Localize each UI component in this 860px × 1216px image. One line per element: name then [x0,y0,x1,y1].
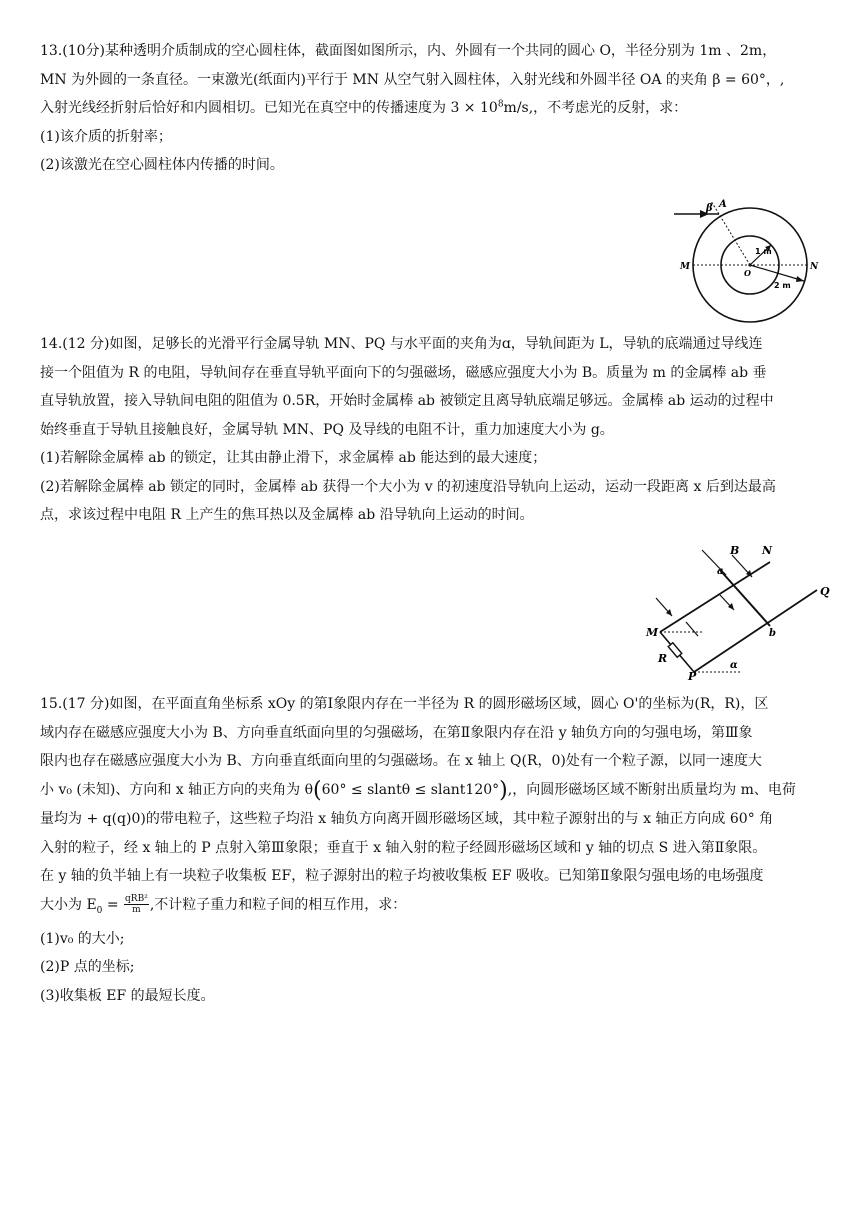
q14-line2: 接一个阻值为 R 的电阻，导轨间存在垂直导轨平面向下的匀强磁场，磁感应强度大小为 B。质量为 m 的金属棒 ab 垂 [40,364,767,381]
q13-stem-line2: MN 为外圆的一条直径。一束激光(纸面内)平行于 MN 从空气射入圆柱体，入射光线和外圆半径 OA 的夹角 β = 60°，, [40,71,785,88]
q14-label-b-end: b [769,628,776,639]
q13-stem-line3-b: m/s,，不考虑光的反射，求： [503,100,688,116]
q13-center-dot [748,263,751,266]
q15-line8-b: ,不计粒子重力和粒子间的相互作用，求： [149,896,407,913]
q14-rail-mn [660,562,770,632]
q15-fraction-numerator: qRB² [125,894,148,904]
q13-label-m: M [680,262,690,272]
q15-line4-c: ,，向圆形磁场区域不断射出质量均为 m、电荷 [507,781,796,798]
q14-label-q: Q [820,585,830,598]
q14-label-p: P [688,670,697,680]
q14-label-r: R [658,652,668,665]
q15-paren-close: ) [499,777,508,803]
q15-line5: 量均为 + q(q)0)的带电粒子，这些粒子均沿 x 轴负方向离开圆形磁场区域，其中粒子源射出的与 x 轴正方向成 60° 角 [40,811,774,827]
q15-paren-open: ( [313,777,322,803]
q13-label-1m: 1 m [755,247,772,256]
q13-label-a: A [719,199,727,210]
q14-field-line5 [686,622,698,636]
q13-label-beta: β [706,203,713,214]
q14-label-alpha: α [730,660,738,671]
q14-resistor [668,643,682,658]
q15-equals: = [102,896,124,913]
q13-stem-line3 [40,94,822,123]
q13-radius-2m-arrow [796,276,804,282]
q15-angle-range: 60° ≤ slantθ ≤ slant120° [321,781,500,798]
q15-sub2: (2)P 点的坐标; [40,959,135,976]
q14-sub2-line2: 点，求该过程中电阻 R 上产生的焦耳热以及金属棒 ab 沿导轨向上运动的时间。 [40,507,534,523]
q15-line2: 域内存在磁感应强度大小为 B、方向垂直纸面向里的匀强磁场，在第Ⅱ象限内存在沿 y 轴负方向的匀强电场，第Ⅲ象 [40,724,753,741]
q14-label-m: M [646,626,659,639]
q13-exponent: 8 [497,99,504,110]
q13-sub1: (1)该介质的折射率； [40,128,172,145]
q14-line1: 14.(12 分)如图，足够长的光滑平行金属导轨 MN、PQ 与水平面的夹角为ɑ，导轨间距为 L，导轨的底端通过导线连 [40,336,763,352]
question-15 [40,690,822,1010]
question-14 [40,330,822,530]
q13-figure [670,195,830,325]
q14-label-b-field: B [730,544,740,557]
q14-label-n: N [762,544,773,557]
q13-label-o: O [744,268,751,278]
q13-radius-2m [750,265,804,281]
q14-line4: 始终垂直于导轨且接触良好，金属导轨 MN、PQ 及导线的电阻不计，重力加速度大小为 g。 [40,421,614,438]
q15-line8 [40,891,822,925]
q15-line8-a: 大小为 E [40,896,97,913]
q13-stem-line3-a: 入射光线经折射后恰好和内圆相切。已知光在真空中的传播速度为 3 × 10 [40,100,498,116]
q14-sub1: (1)若解除金属棒 ab 的锁定，让其由静止滑下，求金属棒 ab 能达到的最大速度； [40,450,547,466]
q14-line3: 直导轨放置，接入导轨间电阻的阻值为 0.5R，开始时金属棒 ab 被锁定且离导轨底端足够远。金属棒 ab 运动的过程中 [40,393,774,409]
q15-line6: 入射的粒子，经 x 轴上的 P 点射入第Ⅲ象限；垂直于 x 轴入射的粒子经圆形磁场区域和 y 轴的切点 S 进入第Ⅱ象限。 [40,839,767,856]
q15-sub1: (1)v₀ 的大小; [40,930,125,947]
q15-sub3: (3)收集板 EF 的最短长度。 [40,987,215,1004]
q15-e-subscript: 0 [96,905,103,916]
q15-line1: 15.(17 分)如图，在平面直角坐标系 xOy 的第Ⅰ象限内存在一半径为 R 的圆形磁场区域，圆心 O'的坐标为(R，R)，区 [40,696,769,712]
q13-normal-oa [719,214,750,265]
q13-label-2m: 2 m [774,281,791,290]
q14-label-a: a [717,566,724,577]
q13-label-n: N [810,262,819,272]
q14-sub2-line1: (2)若解除金属棒 ab 锁定的同时，金属棒 ab 获得一个大小为 v 的初速度沿导轨向上运动，运动一段距离 x 后到达最高 [40,478,776,495]
q14-rail-pq [694,590,817,672]
q15-line3: 限内也存在磁感应强度大小为 B、方向垂直纸面向里的匀强磁场。在 x 轴上 Q(R，0)处有一个粒子源，以同一速度大 [40,753,762,769]
q13-sub2: (2)该激光在空心圆柱体内传播的时间。 [40,157,284,173]
q15-line4 [40,776,822,806]
q15-fraction [124,894,149,915]
q14-figure [642,540,832,680]
q15-line7: 在 y 轴的负半轴上有一块粒子收集板 EF，粒子源射出的粒子均被收集板 EF 吸收。已知第Ⅱ象限匀强电场的电场强度 [40,868,764,884]
q15-line4-a: 小 v₀ (未知)、方向和 x 轴正方向的夹角为 θ [40,781,314,798]
question-13 [40,37,822,180]
q13-stem-line1: 13.(10分)某种透明介质制成的空心圆柱体，截面图如图所示，内、外圆有一个共同的圆心 O，半径分别为 1m 、2m， [40,43,777,59]
q15-fraction-denominator: m [132,905,141,915]
